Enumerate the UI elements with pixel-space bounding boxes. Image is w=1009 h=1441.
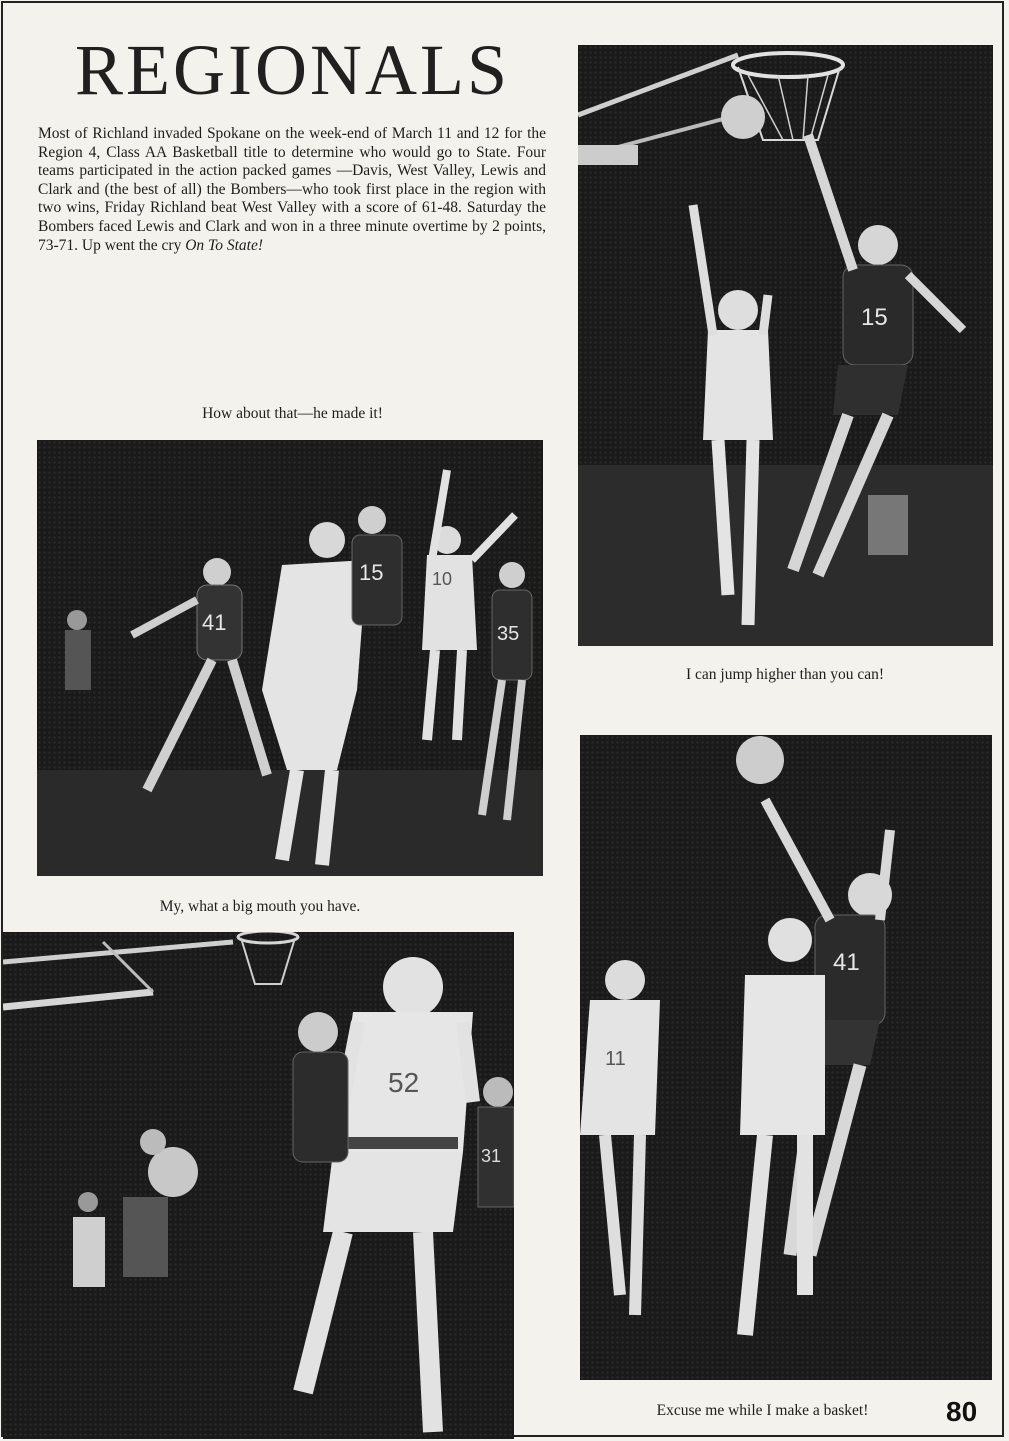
caption-photo-4: Excuse me while I make a basket!: [656, 1402, 869, 1419]
caption-photo-1: How about that—he made it!: [202, 405, 383, 422]
jersey-number-52: 52: [388, 1067, 420, 1098]
jersey-number-10: 10: [432, 569, 453, 589]
intro-text: Most of Richland invaded Spokane on the week-end of March 11 and 12 for the Region 4, Class AA Basketball title to determine who would go to State. Four teams participated in the action packed games —Davis, West Valley, Lewis and Clark and (the best of all) the Bombers—who took first place in the region with two wins, Friday Richland beat West Valley with a score of 61-48. Saturday the Bombers faced Lewis and Clark and won in a three minute overtime by 2 points, 73-71. Up went the cry: [38, 125, 546, 254]
page-number: 80: [946, 1396, 978, 1427]
jersey-number-15: 15: [359, 560, 384, 585]
jersey-number-41-defender: 11: [605, 1048, 626, 1070]
page-title: REGIONALS: [75, 30, 510, 110]
caption-photo-3: My, what a big mouth you have.: [159, 898, 361, 915]
jersey-number-11: 41: [833, 949, 860, 976]
jersey-number-31: 31: [481, 1146, 502, 1166]
basketball-photo-4: [580, 735, 992, 1380]
intro-paragraph: [38, 125, 546, 255]
jersey-number-35: 35: [497, 623, 520, 645]
basketball-photo-1: [37, 440, 543, 876]
basketball-photo-3: [3, 932, 514, 1439]
basketball-photo-2: [578, 45, 993, 646]
caption-photo-2: I can jump higher than you can!: [686, 666, 884, 683]
jersey-number-41: 41: [202, 610, 227, 635]
intro-emphasis: On To State!: [185, 236, 264, 254]
jersey-number-15-leaping: 15: [861, 304, 888, 331]
